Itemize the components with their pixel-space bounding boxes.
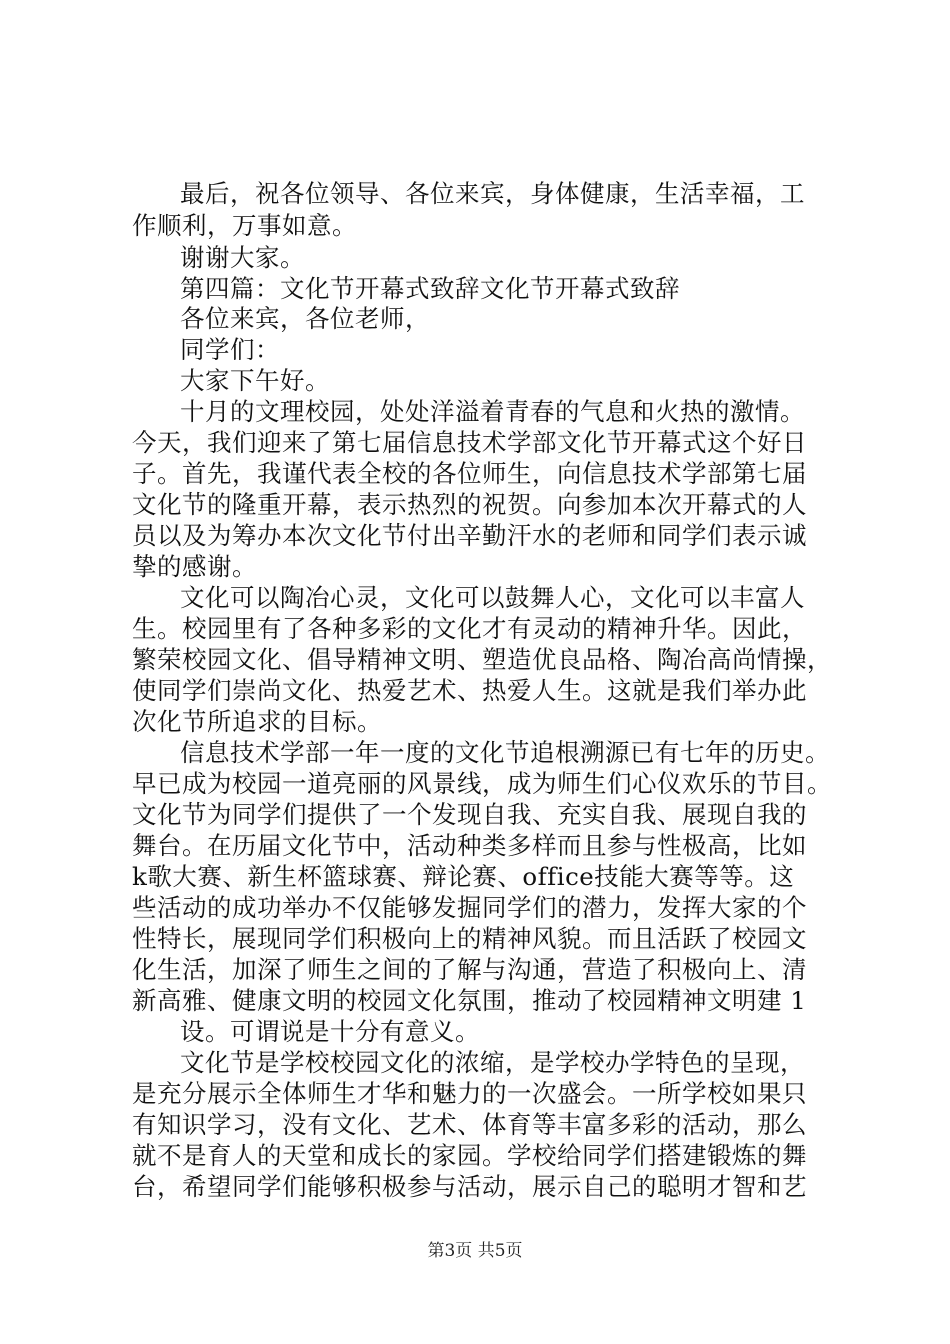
text-line: 使同学们崇尚文化、热爱艺术、热爱人生。这就是我们举办此 bbox=[132, 676, 807, 705]
text-line: 性特长，展现同学们积极向上的精神风貌。而且活跃了校园文 bbox=[132, 924, 807, 953]
text-line: 子。首先，我谨代表全校的各位师生，向信息技术学部第七届 bbox=[132, 459, 807, 488]
text-line: 最后，祝各位领导、各位来宾，身体健康，生活幸福，工 bbox=[180, 179, 805, 208]
text-line: 作顺利，万事如意。 bbox=[132, 211, 357, 240]
text-line: 是充分展示全体师生才华和魅力的一次盛会。一所学校如果只 bbox=[132, 1079, 807, 1108]
text-line: 生。校园里有了各种多彩的文化才有灵动的精神升华。因此， bbox=[132, 614, 807, 643]
text-line: 繁荣校园文化、倡导精神文明、塑造优良品格、陶冶高尚情操， bbox=[132, 645, 832, 674]
text-line: 谢谢大家。 bbox=[180, 243, 305, 272]
text-line: 大家下午好。 bbox=[180, 366, 330, 395]
text-line: 文化可以陶冶心灵，文化可以鼓舞人心，文化可以丰富人 bbox=[180, 583, 805, 612]
text-line: 舞台。在历届文化节中，活动种类多样而且参与性极高，比如 bbox=[132, 831, 807, 860]
text-line: 化生活，加深了师生之间的了解与沟通，营造了积极向上、清 bbox=[132, 955, 807, 984]
text-line: 员以及为筹办本次文化节付出辛勤汗水的老师和同学们表示诚 bbox=[132, 521, 807, 550]
text-line: 文化节的隆重开幕，表示热烈的祝贺。向参加本次开幕式的人 bbox=[132, 490, 807, 519]
text-line: 早已成为校园一道亮丽的风景线，成为师生们心仪欢乐的节目。 bbox=[132, 769, 832, 798]
text-line: 文化节为同学们提供了一个发现自我、充实自我、展现自我的 bbox=[132, 800, 807, 829]
text-line: 台，希望同学们能够积极参与活动，展示自己的聪明才智和艺 bbox=[132, 1172, 807, 1201]
text-line: 十月的文理校园，处处洋溢着青春的气息和火热的激情。 bbox=[180, 397, 805, 426]
text-line: 各位来宾，各位老师， bbox=[180, 304, 430, 333]
text-line: 挚的感谢。 bbox=[132, 552, 257, 581]
text-line: k歌大赛、新生杯篮球赛、辩论赛、office技能大赛等等。这 bbox=[132, 862, 795, 891]
text-line: 次化节所追求的目标。 bbox=[132, 707, 382, 736]
text-line: 设。可谓说是十分有意义。 bbox=[180, 1017, 480, 1046]
text-line: 信息技术学部一年一度的文化节追根溯源已有七年的历史。 bbox=[180, 738, 830, 767]
text-line: 新高雅、健康文明的校园文化氛围，推动了校园精神文明建 1 bbox=[132, 986, 807, 1015]
section-heading: 第四篇：文化节开幕式致辞文化节开幕式致辞 bbox=[180, 274, 680, 303]
text-line: 同学们： bbox=[180, 335, 280, 364]
page-number-footer: 第3页 共5页 bbox=[427, 1241, 523, 1261]
text-line: 就不是育人的天堂和成长的家园。学校给同学们搭建锻炼的舞 bbox=[132, 1141, 807, 1170]
text-line: 今天，我们迎来了第七届信息技术学部文化节开幕式这个好日 bbox=[132, 428, 807, 457]
text-line: 有知识学习，没有文化、艺术、体育等丰富多彩的活动，那么 bbox=[132, 1110, 807, 1139]
text-line: 些活动的成功举办不仅能够发掘同学们的潜力，发挥大家的个 bbox=[132, 893, 807, 922]
text-line: 文化节是学校校园文化的浓缩，是学校办学特色的呈现， bbox=[180, 1048, 805, 1077]
